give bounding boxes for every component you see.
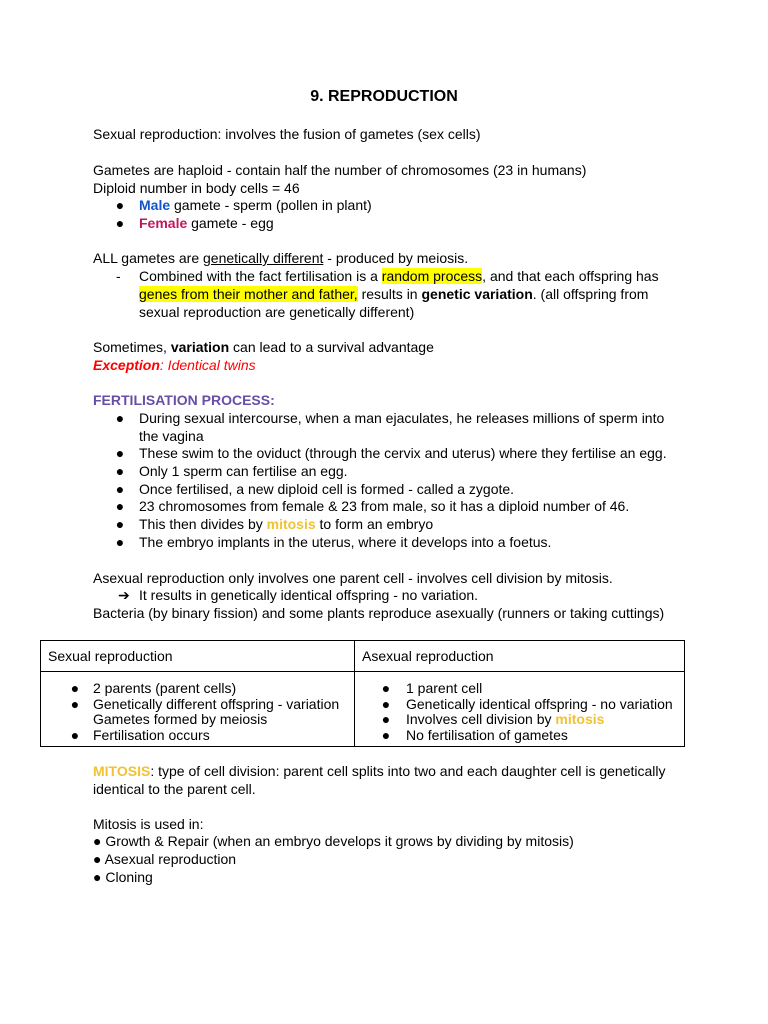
fert-6c: to form an embryo [315, 516, 434, 532]
bullet-female: ● [115, 215, 125, 231]
sexual-cell [41, 672, 355, 747]
mitosis-heading-word: MITOSIS [93, 763, 151, 779]
use-item-1: ● Growth & Repair (when an embryo develops it grows by dividing by mitosis) [93, 833, 574, 849]
combined-line-1 [139, 268, 659, 285]
combined-p1: Combined with the fact fertilisation is a [139, 268, 382, 284]
fert-item-2: These swim to the oviduct (through the cervix and uterus) where they fertilise an egg. [139, 445, 667, 461]
bullet-male: ● [115, 197, 125, 213]
asexual-result: It results in genetically identical offspring - no variation. [139, 587, 479, 603]
all-gametes-prefix: ALL gametes are [93, 250, 203, 266]
male-rest: gamete - sperm (pollen in plant) [170, 197, 372, 213]
mitosis-used-heading: Mitosis is used in: [93, 816, 204, 832]
combined-p2: , and that each offspring has [482, 268, 659, 284]
sometimes-suffix: can lead to a survival advantage [229, 339, 434, 355]
all-gametes-line [93, 250, 468, 267]
comparison-table [40, 640, 685, 747]
table-header-row [41, 641, 685, 672]
fert-bullet-7: ● [115, 534, 125, 550]
exception-label: Exception [93, 357, 160, 373]
asexual-intro: Asexual reproduction only involves one parent cell - involves cell division by mitosis. [93, 570, 613, 586]
fert-item-6 [139, 516, 433, 533]
fertilisation-heading: FERTILISATION PROCESS: [93, 392, 275, 408]
mitosis-definition-1 [93, 763, 665, 780]
fert-bullet-3: ● [115, 463, 125, 479]
asexual-item-1: 1 parent cell [406, 680, 483, 696]
female-word: Female [139, 215, 188, 231]
asexual-header: Asexual reproduction [355, 641, 685, 672]
fert-item-3: Only 1 sperm can fertilise an egg. [139, 463, 348, 479]
arrow-icon: ➔ [118, 587, 130, 603]
male-gamete-line [139, 197, 372, 214]
diploid-text: Diploid number in body cells = 46 [93, 180, 300, 196]
combined-p4: . (all offspring from [532, 286, 649, 302]
sexual-item-3: Fertilisation occurs [93, 727, 210, 743]
all-gametes-suffix: - produced by meiosis. [323, 250, 469, 266]
fert-bullet-5: ● [115, 498, 125, 514]
male-word: Male [139, 197, 171, 213]
mitosis-definition-rest: : type of cell division: parent cell splits into two and each daughter cell is genetically [150, 763, 666, 779]
combined-p3: results in [357, 286, 422, 302]
use-item-3: ● Cloning [93, 869, 153, 885]
asexual-bullet-2: ● [381, 696, 391, 712]
asexual-bullet-4: ● [381, 727, 391, 743]
variation-bold: variation [170, 339, 230, 355]
asexual-cell [355, 672, 685, 747]
female-gamete-line [139, 215, 274, 232]
fert-item-7: The embryo implants in the uterus, where it develops into a foetus. [139, 534, 552, 550]
fert-6a: This then divides by [139, 516, 267, 532]
gametes-haploid-text: Gametes are haploid - contain half the number of chromosomes (23 in humans) [93, 162, 587, 178]
page-title: 9. REPRODUCTION [310, 88, 458, 105]
random-process-highlight: random process [381, 268, 483, 284]
genetic-variation-bold: genetic variation [421, 286, 533, 302]
table-body-row [41, 672, 685, 747]
fert-bullet-6: ● [115, 516, 125, 532]
intro-text: Sexual reproduction: involves the fusion of gametes (sex cells) [93, 126, 481, 142]
mitosis-definition-2: identical to the parent cell. [93, 781, 256, 797]
asexual-mitosis-word: mitosis [555, 711, 605, 727]
dash-bullet: - [116, 268, 121, 284]
asexual-item-2: Genetically identical offspring - no variation [406, 696, 673, 712]
female-rest: gamete - egg [187, 215, 274, 231]
fert-item-5: 23 chromosomes from female & 23 from male, so it has a diploid number of 46. [139, 498, 630, 514]
sometimes-line [93, 339, 434, 356]
asexual-3a: Involves cell division by [406, 711, 556, 727]
sexual-item-2b: Gametes formed by meiosis [93, 711, 268, 727]
asexual-item-3 [406, 711, 604, 727]
fert-bullet-1: ● [115, 410, 125, 426]
bacteria-line: Bacteria (by binary fission) and some plants reproduce asexually (runners or taking cuttings) [93, 605, 665, 621]
genetically-different-underlined: genetically different [203, 250, 324, 266]
sexual-item-1: 2 parents (parent cells) [93, 680, 237, 696]
fert-bullet-2: ● [115, 445, 125, 461]
sexual-item-2: Genetically different offspring - variation [93, 696, 340, 712]
combined-line-3: sexual reproduction are genetically different) [139, 304, 415, 320]
mitosis-word: mitosis [266, 516, 316, 532]
exception-line [93, 357, 256, 374]
asexual-bullet-3: ● [381, 711, 391, 727]
combined-line-2 [139, 286, 648, 303]
sexual-bullet-3: ● [70, 727, 80, 743]
fert-item-1a: During sexual intercourse, when a man ejaculates, he releases millions of sperm into [139, 410, 665, 426]
use-item-2: ● Asexual reproduction [93, 851, 237, 867]
exception-text: : Identical twins [159, 357, 256, 373]
sometimes-prefix: Sometimes, [93, 339, 171, 355]
asexual-bullet-1: ● [381, 680, 391, 696]
sexual-header: Sexual reproduction [41, 641, 355, 672]
sexual-bullet-1: ● [70, 680, 80, 696]
genes-highlight: genes from their mother and father, [139, 286, 358, 302]
asexual-item-4: No fertilisation of gametes [406, 727, 568, 743]
fert-bullet-4: ● [115, 481, 125, 497]
sexual-bullet-2: ● [70, 696, 80, 712]
fert-item-4: Once fertilised, a new diploid cell is formed - called a zygote. [139, 481, 515, 497]
fert-item-1b: the vagina [139, 428, 204, 444]
